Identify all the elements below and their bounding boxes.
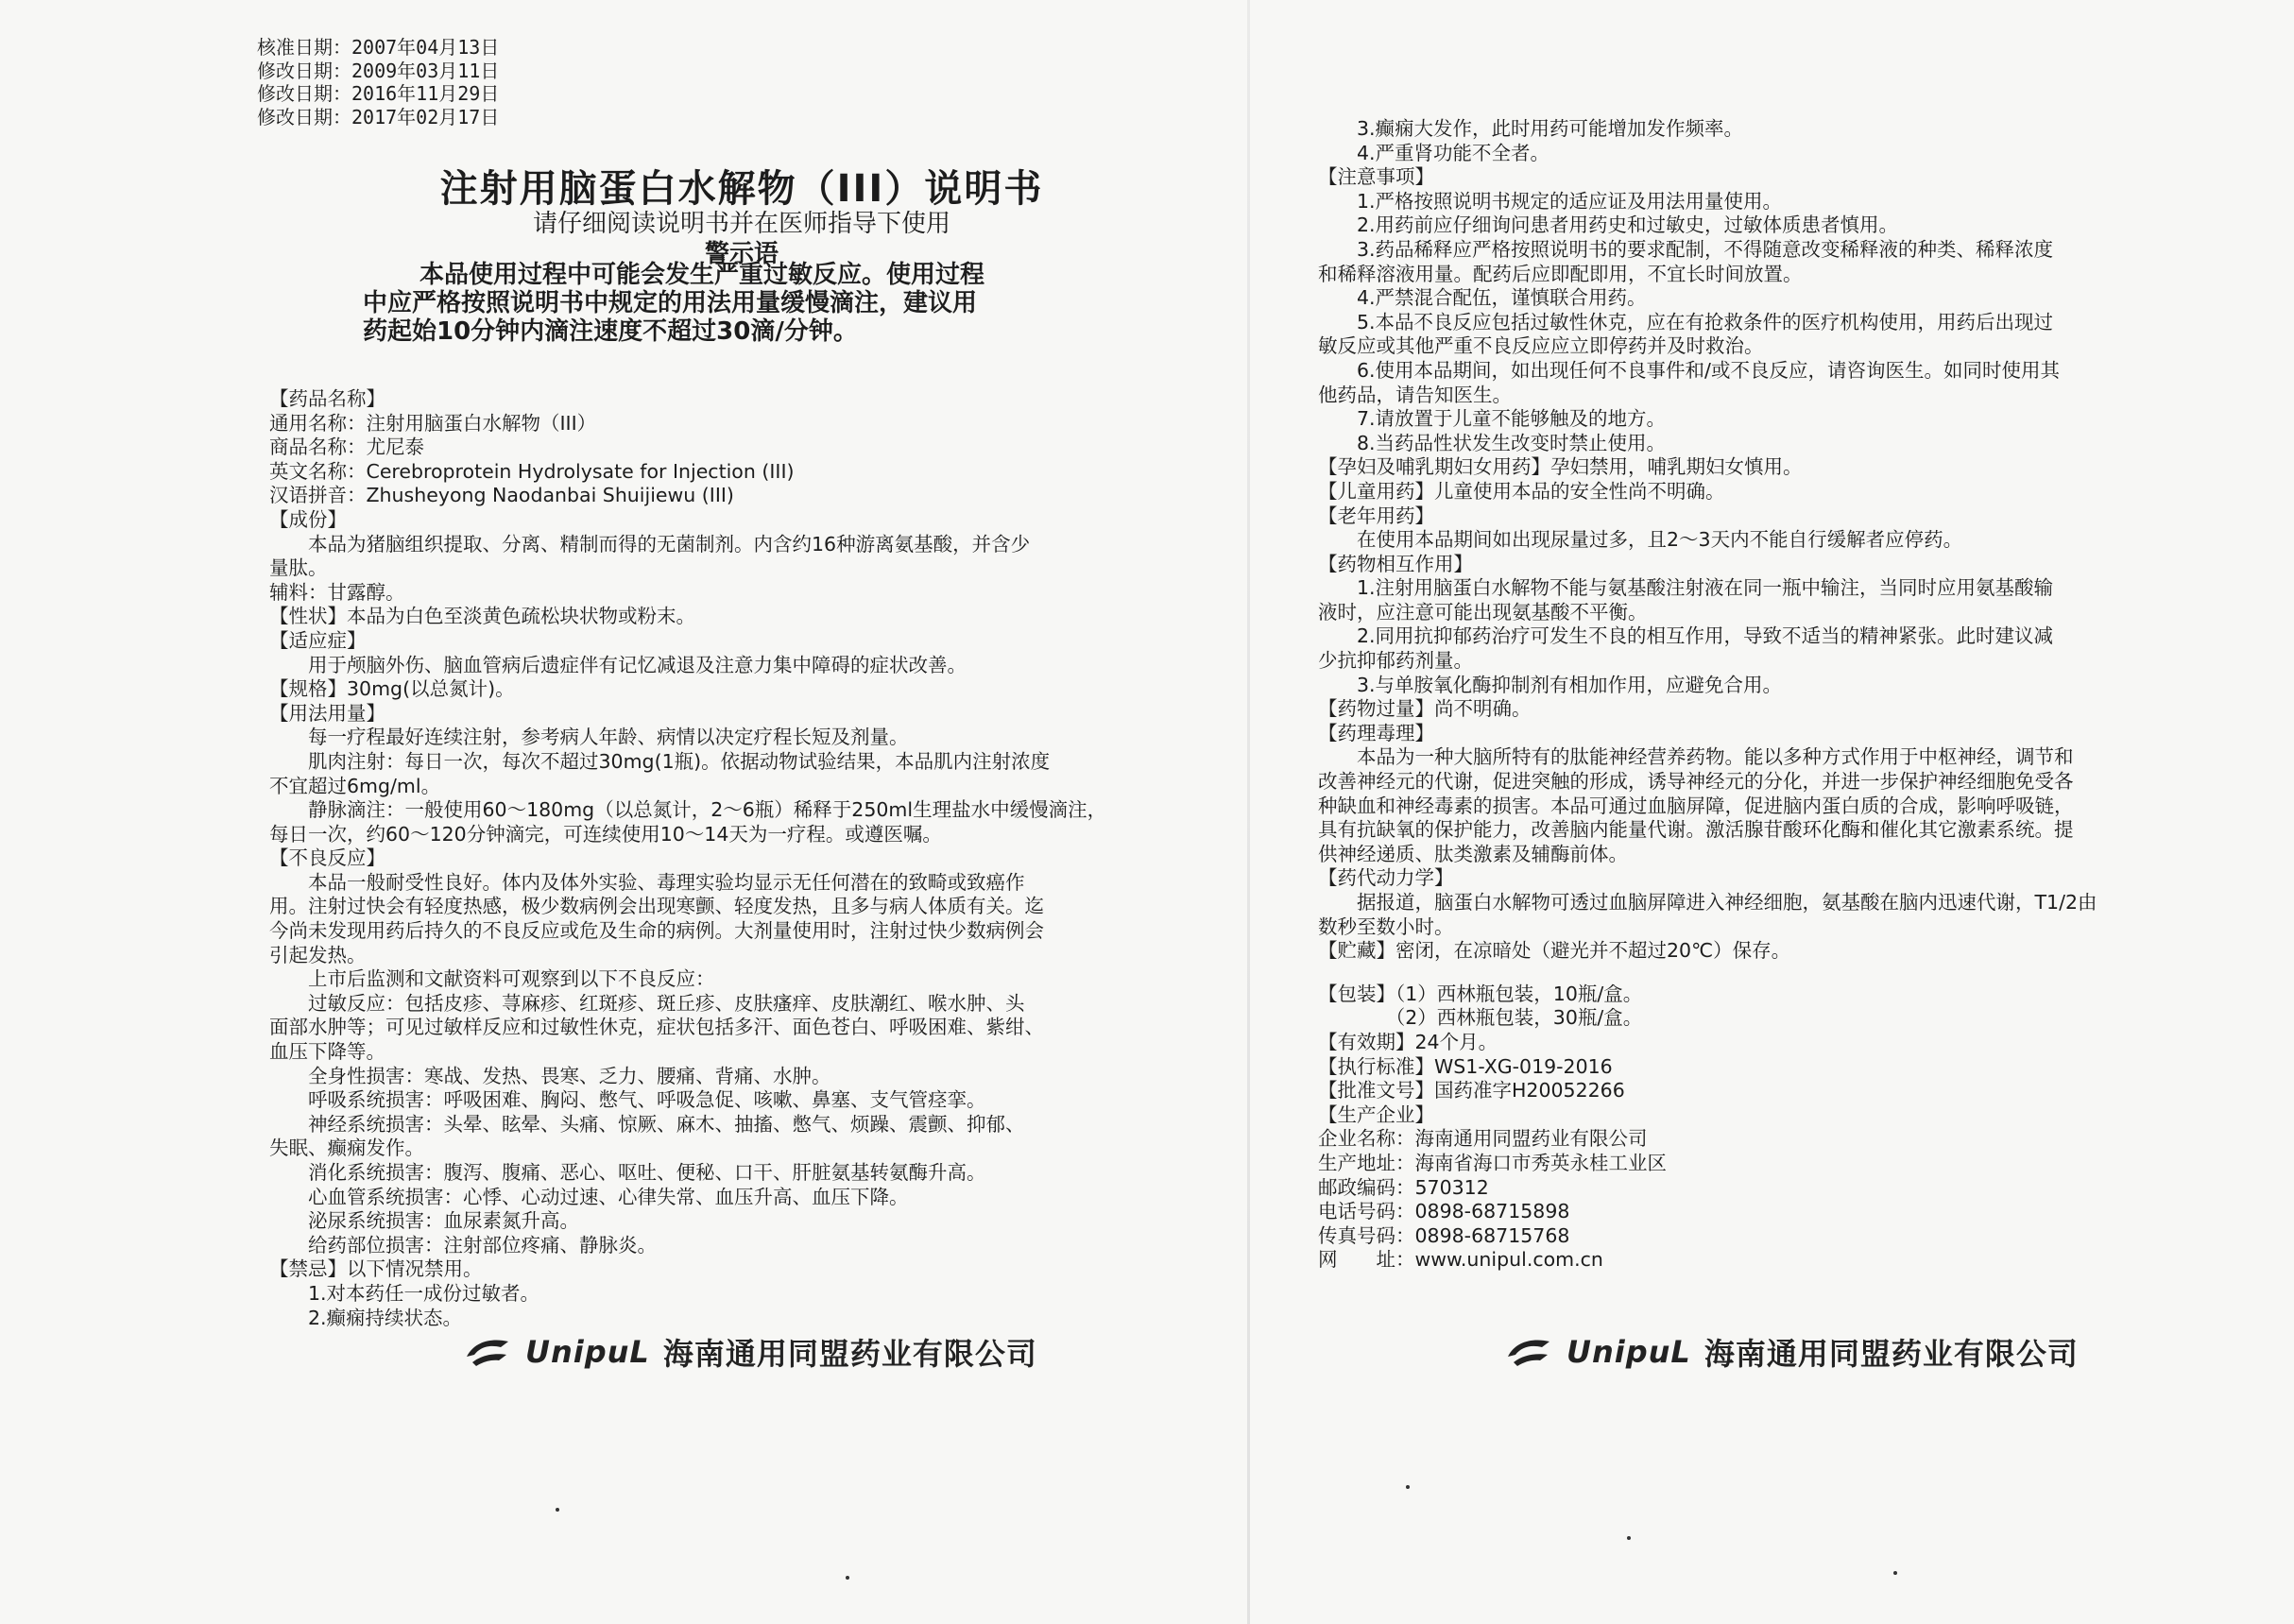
text-line: 少抗抑郁药剂量。 — [1318, 649, 1473, 673]
text-line: 3.与单胺氧化酶抑制剂有相加作用，应避免合用。 — [1318, 673, 1783, 696]
text-line: 电话号码：0898-68715898 — [1318, 1200, 1570, 1223]
text-line: 面部水肿等；可见过敏样反应和过敏性休克，症状包括多汗、面色苍白、呼吸困难、紫绀、 — [269, 1016, 1044, 1039]
text-line: 敏反应或其他严重不良反应应立即停药并及时救治。 — [1318, 334, 1764, 358]
text-line: 改善神经元的代谢，促进突触的形成，诱导神经元的分化，并进一步保护神经细胞免受各 — [1318, 770, 2074, 794]
date-line: 修改日期：2017年02月17日 — [257, 105, 500, 128]
text-line: 8.当药品性状发生改变时禁止使用。 — [1318, 431, 1667, 454]
text-line: 邮政编码：570312 — [1318, 1175, 1489, 1199]
text-line: 传真号码：0898-68715768 — [1318, 1223, 1570, 1247]
text-line: 【不良反应】 — [269, 846, 385, 870]
scan-speck — [556, 1508, 559, 1512]
text-line: 本品为猪脑组织提取、分离、精制而得的无菌制剂。内含约16种游离氨基酸，并含少 — [269, 532, 1031, 556]
text-line: 【用法用量】 — [269, 701, 385, 725]
text-line: 2.同用抗抑郁药治疗可发生不良的相互作用，导致不适当的精神紧张。此时建议减 — [1318, 624, 2054, 648]
right-body-text — [1318, 117, 2272, 1273]
text-line: 呼吸系统损害：呼吸困难、胸闷、憋气、呼吸急促、咳嗽、鼻塞、支气管痉挛。 — [269, 1088, 986, 1112]
text-line: 【性状】本品为白色至淡黄色疏松块状物或粉末。 — [269, 605, 695, 628]
right-product-info — [1318, 983, 2272, 1273]
text-line: 【药物相互作用】 — [1318, 552, 1473, 575]
right-main-text — [1318, 117, 2272, 964]
text-line: 给药部位损害：注射部位疼痛、静脉炎。 — [269, 1233, 657, 1256]
text-line: 【药理毒理】 — [1318, 721, 1434, 744]
text-line: 辅料：甘露醇。 — [269, 580, 405, 604]
text-line: 他药品，请告知医生。 — [1318, 383, 1512, 406]
text-line: 企业名称：海南通用同盟药业有限公司 — [1318, 1127, 1648, 1151]
company-logo — [463, 1330, 1037, 1374]
logo-company-name: 海南通用同盟药业有限公司 — [1703, 1336, 2079, 1372]
text-line: 用。注射过快会有轻度热感，极少数病例会出现寒颤、轻度发热，且多与病人体质有关。迄 — [269, 895, 1044, 918]
text-line: （2）西林瓶包装，30瓶/盒。 — [1318, 1006, 1643, 1030]
approval-dates — [257, 36, 499, 128]
logo-company-name: 海南通用同盟药业有限公司 — [662, 1336, 1037, 1372]
text-line: 英文名称：Cerebroprotein Hydrolysate for Injection (III) — [269, 459, 795, 483]
text-line: 据报道，脑蛋白水解物可透过血脑屏障进入神经细胞，氨基酸在脑内迅速代谢，T1/2由 — [1318, 891, 2097, 914]
text-line: 上市后监测和文献资料可观察到以下不良反应： — [269, 967, 715, 991]
text-line: 1.注射用脑蛋白水解物不能与氨基酸注射液在同一瓶中输注，当同时应用氨基酸输 — [1318, 576, 2054, 600]
text-line: 每一疗程最好连续注射，参考病人年龄、病情以决定疗程长短及剂量。 — [269, 726, 909, 749]
text-line: 神经系统损害：头晕、眩晕、头痛、惊厥、麻木、抽搐、憋气、烦躁、震颤、抑郁、 — [269, 1112, 1025, 1136]
text-line: 和稀释溶液用量。配药后应即配即用，不宜长时间放置。 — [1318, 262, 1803, 285]
text-line: 供神经递质、肽类激素及辅酶前体。 — [1318, 842, 1628, 865]
text-line: 血压下降等。 — [269, 1040, 385, 1064]
warning-text — [363, 261, 1100, 346]
text-line: 商品名称：尤尼泰 — [269, 436, 424, 459]
text-line: 【成份】 — [269, 507, 347, 531]
text-line: 汉语拼音：Zhusheyong Naodanbai Shuijiewu (III) — [269, 484, 734, 507]
logo-brand: UnipuL — [1566, 1334, 1691, 1370]
text-line: 2.用药前应仔细询问患者用药史和过敏史，过敏体质患者慎用。 — [1318, 214, 1899, 237]
text-line: 全身性损害：寒战、发热、畏寒、乏力、腰痛、背痛、水肿。 — [269, 1064, 831, 1087]
text-line: 3.药品稀释应严格按照说明书的要求配制，不得随意改变稀释液的种类、稀释浓度 — [1318, 237, 2054, 261]
text-line: 今尚未发现用药后持久的不良反应或危及生命的病例。大剂量使用时，注射过快少数病例会 — [269, 919, 1044, 943]
date-line: 核准日期：2007年04月13日 — [257, 36, 500, 59]
text-line: 7.请放置于儿童不能够触及的地方。 — [1318, 407, 1667, 431]
text-line: 【有效期】24个月。 — [1318, 1030, 1498, 1053]
text-line: 消化系统损害：腹泻、腹痛、恶心、呕吐、便秘、口干、肝脏氨基转氨酶升高。 — [269, 1161, 986, 1184]
text-line: 生产地址：海南省海口市秀英永桂工业区 — [1318, 1151, 1667, 1174]
text-line: 【药品名称】 — [269, 387, 385, 410]
warning-line: 中应严格按照说明书中规定的用法用量缓慢滴注，建议用 — [363, 289, 978, 317]
text-line: 泌尿系统损害：血尿素氮升高。 — [269, 1209, 579, 1233]
text-line: 【注意事项】 — [1318, 165, 1434, 189]
company-logo-right — [1504, 1330, 2079, 1374]
text-line: 【药物过量】尚不明确。 — [1318, 697, 1532, 721]
text-line: 种缺血和神经毒素的损害。本品可通过血脑屏障，促进脑内蛋白质的合成，影响呼吸链， — [1318, 794, 2074, 817]
text-line: 【药代动力学】 — [1318, 866, 1454, 890]
text-line: 肌肉注射：每日一次，每次不超过30mg(1瓶)。依据动物试验结果，本品肌内注射浓度 — [269, 749, 1051, 773]
left-body-text — [269, 387, 1242, 1330]
text-line: 4.严重肾功能不全者。 — [1318, 141, 1550, 164]
date-line: 修改日期：2009年03月11日 — [257, 59, 500, 82]
page-fold — [1247, 0, 1250, 1624]
unipul-logo-mark-icon — [463, 1334, 512, 1370]
text-line: 【孕妇及哺乳期妇女用药】孕妇禁用，哺乳期妇女慎用。 — [1318, 455, 1803, 479]
text-line: 本品为一种大脑所特有的肽能神经营养药物。能以多种方式作用于中枢神经，调节和 — [1318, 745, 2074, 769]
text-line: 网 址：www.unipul.com.cn — [1318, 1248, 1603, 1272]
text-line: 4.严禁混合配伍，谨慎联合用药。 — [1318, 286, 1647, 310]
scan-speck — [1627, 1536, 1631, 1540]
text-line: 【儿童用药】儿童使用本品的安全性尚不明确。 — [1318, 479, 1725, 503]
text-line: 【执行标准】WS1-XG-019-2016 — [1318, 1054, 1613, 1078]
document-title: 注射用脑蛋白水解物（III）说明书 — [439, 167, 1044, 211]
warning-line: 本品使用过程中可能会发生严重过敏反应。使用过程 — [419, 261, 985, 289]
text-line: 【批准文号】国药准字H20052266 — [1318, 1079, 1625, 1103]
text-line: 本品一般耐受性良好。体内及体外实验、毒理实验均显示无任何潜在的致畸或致癌作 — [269, 870, 1025, 894]
text-line: 【包装】（1）西林瓶包装，10瓶/盒。 — [1318, 982, 1643, 1005]
scan-speck — [1406, 1485, 1410, 1489]
text-line: 在使用本品期间如出现尿量过多，且2～3天内不能自行缓解者应停药。 — [1318, 528, 1963, 552]
text-line: 3.癫痫大发作，此时用药可能增加发作频率。 — [1318, 117, 1744, 140]
text-line: 静脉滴注：一般使用60～180mg（以总氮计，2～6瓶）稀释于250ml生理盐水中缓慢滴注， — [269, 798, 1107, 822]
text-line: 引起发热。 — [269, 943, 367, 966]
document-subtitle: 请仔细阅读说明书并在医师指导下使用 — [532, 210, 950, 238]
text-line: 【规格】30mg(以总氮计)。 — [269, 677, 515, 701]
text-line: 过敏反应：包括皮疹、荨麻疹、红斑疹、斑丘疹、皮肤瘙痒、皮肤潮红、喉水肿、头 — [269, 991, 1025, 1015]
logo-brand: UnipuL — [525, 1334, 650, 1370]
unipul-logo-mark-icon — [1504, 1334, 1553, 1370]
text-line: 1.严格按照说明书规定的适应证及用法用量使用。 — [1318, 189, 1783, 213]
text-line: 通用名称：注射用脑蛋白水解物（III） — [269, 411, 597, 435]
text-line: 【禁忌】以下情况禁用。 — [269, 1257, 483, 1281]
text-line: 心血管系统损害：心悸、心动过速、心律失常、血压升高、血压下降。 — [269, 1185, 909, 1208]
date-line: 修改日期：2016年11月29日 — [257, 82, 500, 105]
text-line: 不宜超过6mg/ml。 — [269, 774, 441, 797]
text-line: 液时，应注意可能出现氨基酸不平衡。 — [1318, 600, 1648, 624]
scan-speck — [1893, 1571, 1897, 1575]
warning-heading: 警示语 — [704, 240, 779, 268]
text-line: 【贮藏】密闭，在凉暗处（避光并不超过20℃）保存。 — [1318, 939, 1791, 963]
text-line: 具有抗缺氧的保护能力，改善脑内能量代谢。激活腺苷酸环化酶和催化其它激素系统。提 — [1318, 818, 2074, 842]
text-line: 用于颅脑外伤、脑血管病后遗症伴有记忆减退及注意力集中障碍的症状改善。 — [269, 653, 967, 676]
text-line: 每日一次，约60～120分钟滴完，可连续使用10～14天为一疗程。或遵医嘱。 — [269, 822, 942, 846]
warning-line: 药起始10分钟内滴注速度不超过30滴/分钟。 — [363, 317, 858, 346]
scan-speck — [846, 1576, 849, 1580]
section-gap — [1318, 964, 2272, 983]
text-line: 1.对本药任一成份过敏者。 — [269, 1281, 540, 1305]
text-line: 【老年用药】 — [1318, 504, 1434, 527]
text-line: 6.使用本品期间，如出现任何不良事件和/或不良反应，请咨询医生。如同时使用其 — [1318, 358, 2060, 382]
text-line: 【生产企业】 — [1318, 1103, 1434, 1126]
text-line: 量肽。 — [269, 556, 328, 580]
text-line: 数秒至数小时。 — [1318, 915, 1454, 938]
text-line: 失眠、癫痫发作。 — [269, 1137, 424, 1160]
text-line: 【适应症】 — [269, 628, 367, 652]
text-line: 2.癫痫持续状态。 — [269, 1306, 463, 1329]
text-line: 5.本品不良反应包括过敏性休克，应在有抢救条件的医疗机构使用，用药后出现过 — [1318, 310, 2054, 333]
